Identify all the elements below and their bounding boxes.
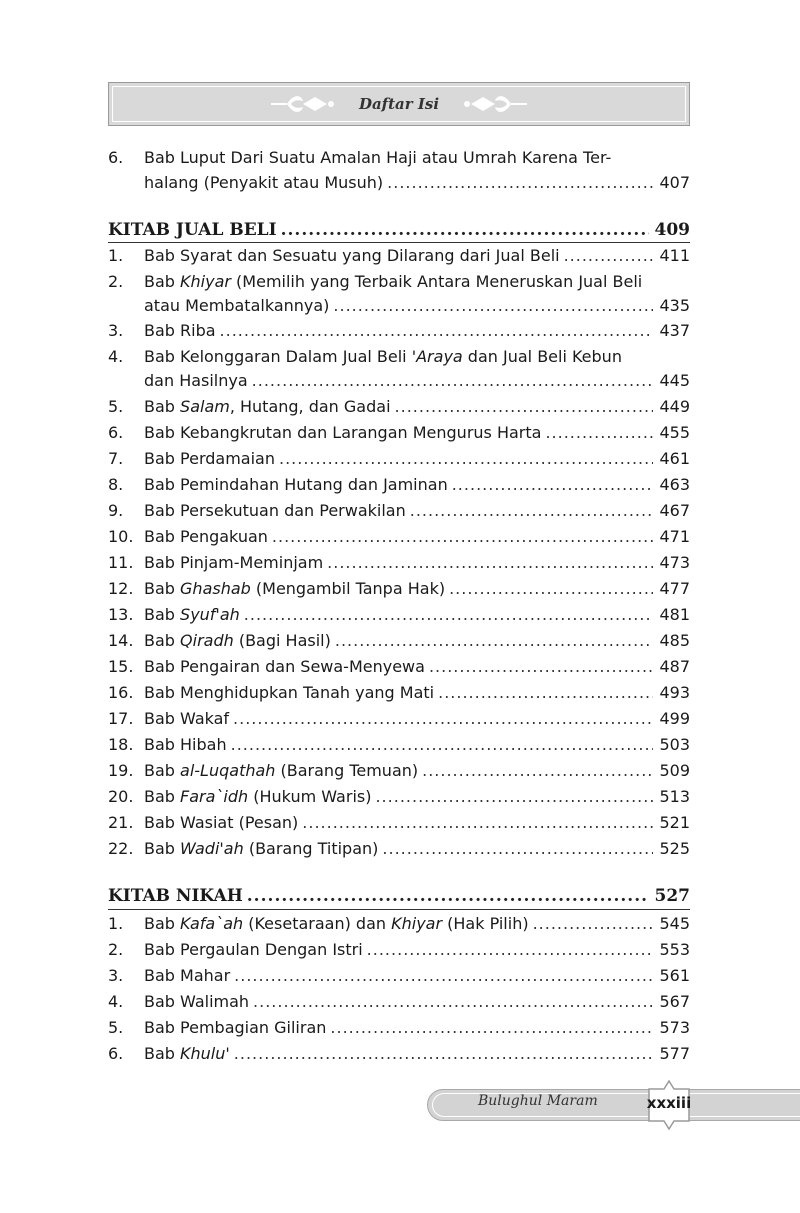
toc-entry: 5. Bab Salam, Hutang, dan Gadai ..... 449 bbox=[108, 394, 690, 420]
toc-entry: 10. Bab Pengakuan ..... 471 bbox=[108, 524, 690, 550]
toc-entry: 13. Bab Syuf'ah ..... 481 bbox=[108, 602, 690, 628]
toc-entry: 6. Bab Luput Dari Suatu Amalan Haji atau Umrah Karena Ter- bbox=[108, 148, 612, 167]
toc-entry: 17. Bab Wakaf ..... 499 bbox=[108, 706, 690, 732]
left-ornament-icon bbox=[267, 89, 337, 119]
section-heading-nikah: KITAB NIKAH ..... 527 bbox=[108, 883, 690, 909]
header-title: Daftar Isi bbox=[358, 95, 440, 113]
toc-entry: 15. Bab Pengairan dan Sewa-Menyewa ..... 487 bbox=[108, 654, 690, 680]
running-header bbox=[108, 82, 690, 126]
toc-entry: 1. Bab Syarat dan Sesuatu yang Dilarang dari Jual Beli ..... 411 bbox=[108, 243, 690, 269]
toc-entry: 4. Bab Walimah ..... 567 bbox=[108, 989, 690, 1015]
toc-entry: 19. Bab al-Luqathah (Barang Temuan) ..... 509 bbox=[108, 758, 690, 784]
toc-entry: 12. Bab Ghashab (Mengambil Tanpa Hak) ..... 477 bbox=[108, 576, 690, 602]
page-number: xxxiii bbox=[646, 1094, 692, 1112]
toc-entry: 9. Bab Persekutuan dan Perwakilan ..... 467 bbox=[108, 498, 690, 524]
toc-entry: 11. Bab Pinjam-Meminjam ..... 473 bbox=[108, 550, 690, 576]
toc-entry-continuation: dan Hasilnya ..... 445 bbox=[108, 368, 690, 394]
toc-entry: 5. Bab Pembagian Giliran ..... 573 bbox=[108, 1015, 690, 1041]
toc-entry: 2. Bab Khiyar (Memilih yang Terbaik Antara Meneruskan Jual Beli bbox=[108, 272, 643, 291]
toc-entry: 20. Bab Fara`idh (Hukum Waris) ..... 513 bbox=[108, 784, 690, 810]
section-divider bbox=[108, 909, 690, 910]
toc-entry-continuation: halang (Penyakit atau Musuh) ..... 407 bbox=[108, 170, 690, 196]
toc-entry: 7. Bab Perdamaian ..... 461 bbox=[108, 446, 690, 472]
toc-entry: 4. Bab Kelonggaran Dalam Jual Beli 'Araya dan Jual Beli Kebun bbox=[108, 347, 622, 366]
toc-entry: 16. Bab Menghidupkan Tanah yang Mati ..... 493 bbox=[108, 680, 690, 706]
toc-entry: 2. Bab Pergaulan Dengan Istri ..... 553 bbox=[108, 937, 690, 963]
section-heading-jual-beli: KITAB JUAL BELI ..... 409 bbox=[108, 217, 690, 243]
toc-entry-continuation: atau Membatalkannya) ..... 435 bbox=[108, 293, 690, 319]
toc-entry: 14. Bab Qiradh (Bagi Hasil) ..... 485 bbox=[108, 628, 690, 654]
toc-entry: 21. Bab Wasiat (Pesan) ..... 521 bbox=[108, 810, 690, 836]
toc-entry: 22. Bab Wadi'ah (Barang Titipan) ..... 525 bbox=[108, 836, 690, 862]
toc-entry: 6. Bab Khulu' ..... 577 bbox=[108, 1041, 690, 1067]
toc-entry: 3. Bab Riba ..... 437 bbox=[108, 318, 690, 344]
toc-entry: 6. Bab Kebangkrutan dan Larangan Mengurus Harta ..... 455 bbox=[108, 420, 690, 446]
toc-entry: 3. Bab Mahar ..... 561 bbox=[108, 963, 690, 989]
toc-entry: 18. Bab Hibah ..... 503 bbox=[108, 732, 690, 758]
toc-entry: 1. Bab Kafa`ah (Kesetaraan) dan Khiyar (Hak Pilih) ..... 545 bbox=[108, 911, 690, 937]
toc-entry: 8. Bab Pemindahan Hutang dan Jaminan ..... 463 bbox=[108, 472, 690, 498]
footer-book-title: Bulughul Maram bbox=[478, 1093, 598, 1109]
right-ornament-icon bbox=[461, 89, 531, 119]
page-number: 407 bbox=[659, 173, 690, 192]
